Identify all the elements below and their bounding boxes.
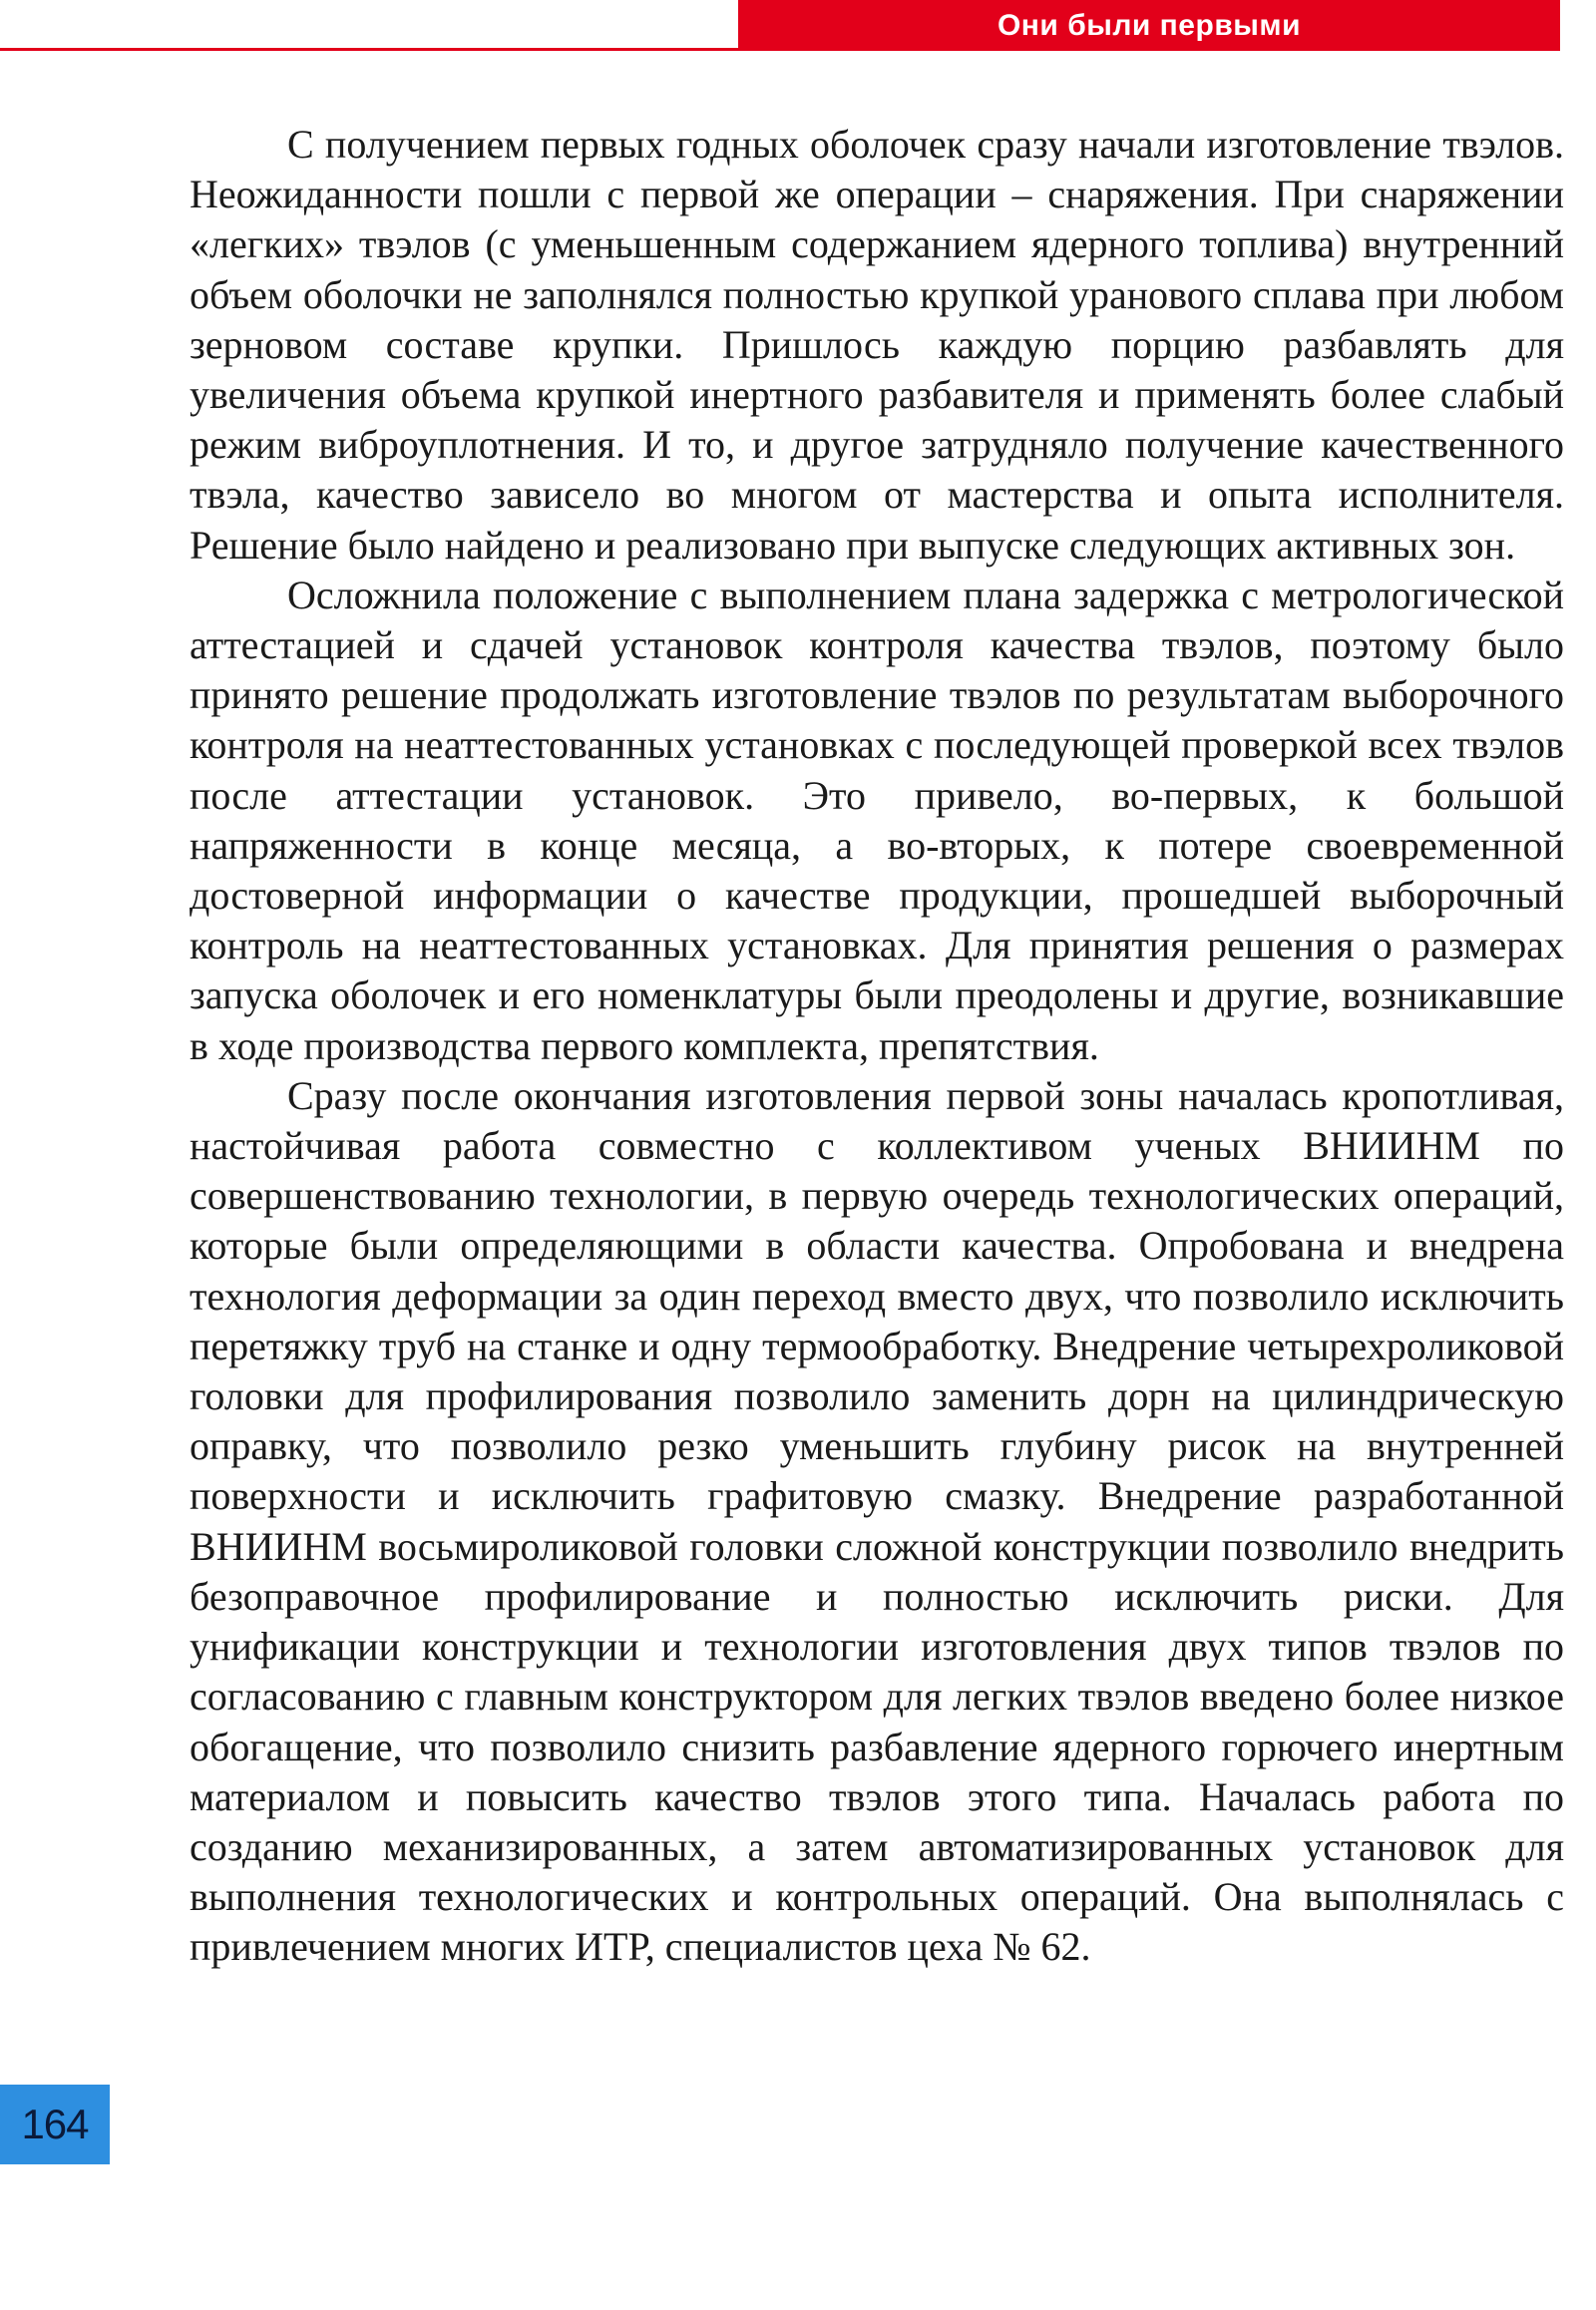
page-number: 164 xyxy=(21,2101,89,2147)
running-header xyxy=(738,0,1560,51)
running-header-title: Они были первыми xyxy=(997,8,1302,42)
body-text xyxy=(190,120,1564,1973)
paragraph: С получением первых годных оболочек сразу начали изготовление твэлов. Неожиданности пошли с первой же операции – снаряжения. При снаряжении «легких» твэлов (с уменьшенным содержанием ядерного топлива) внутренний объем оболочки не заполнялся полностью крупкой уранового сплава при любом зерновом составе крупки. Пришлось каждую порцию разбавлять для увеличения объема крупкой инертного разбавителя и применять более слабый режим виброуплотнения. И то, и другое затрудняло получение качественного твэла, качество зависело во многом от мастерства и опыта исполнителя. Решение было найдено и реализовано при выпуске следующих активных зон. xyxy=(190,122,1564,568)
page-number-badge xyxy=(0,2085,110,2164)
paragraph: Осложнила положение с выполнением плана задержка с метрологической аттестацией и сдачей установок контроля качества твэлов, поэтому было принято решение продолжать изготовление твэлов по результатам выборочного контроля на неаттестованных установках с последующей проверкой всех твэлов после аттестации установок. Это привело, во-первых, к большой напряженности в конце месяца, а во-вторых, к потере своевременной достоверной информации о качестве продукции, прошедшей выборочный контроль на неаттестованных установках. Для принятия решения о размерах запуска оболочек и его номенклатуры были преодолены и другие, возникавшие в ходе производства первого комплекта, препятствия. xyxy=(190,572,1564,1068)
header-rule xyxy=(0,48,738,51)
paragraph: Сразу после окончания изготовления первой зоны началась кропотливая, настойчивая работа совместно с коллективом ученых ВНИИНМ по совершенствованию технологии, в первую очередь технологических операций, которые были определяющими в области качества. Опробована и внедрена технология деформации за один переход вместо двух, что позволило исключить перетяжку труб на станке и одну термообработку. Внедрение четырехроликовой головки для профилирования позволило заменить дорн на цилиндрическую оправку, что позволило резко уменьшить глубину рисок на внутренней поверхности и исключить графитовую смазку. Внедрение разработанной ВНИИНМ восьмироликовой головки сложной конструкции позволило внедрить безоправочное профилирование и полностью исключить риски. Для унификации конструкции и технологии изготовления двух типов твэлов по согласованию с главным конструктором для легких твэлов введено более низкое обогащение, что позволило снизить разбавление ядерного горючего инертным материалом и повысить качество твэлов этого типа. Началась работа по созданию механизированных, а затем автоматизированных установок для выполнения технологических и контрольных операций. Она выполнялась с привлечением многих ИТР, специалистов цеха № 62. xyxy=(190,1072,1564,1970)
